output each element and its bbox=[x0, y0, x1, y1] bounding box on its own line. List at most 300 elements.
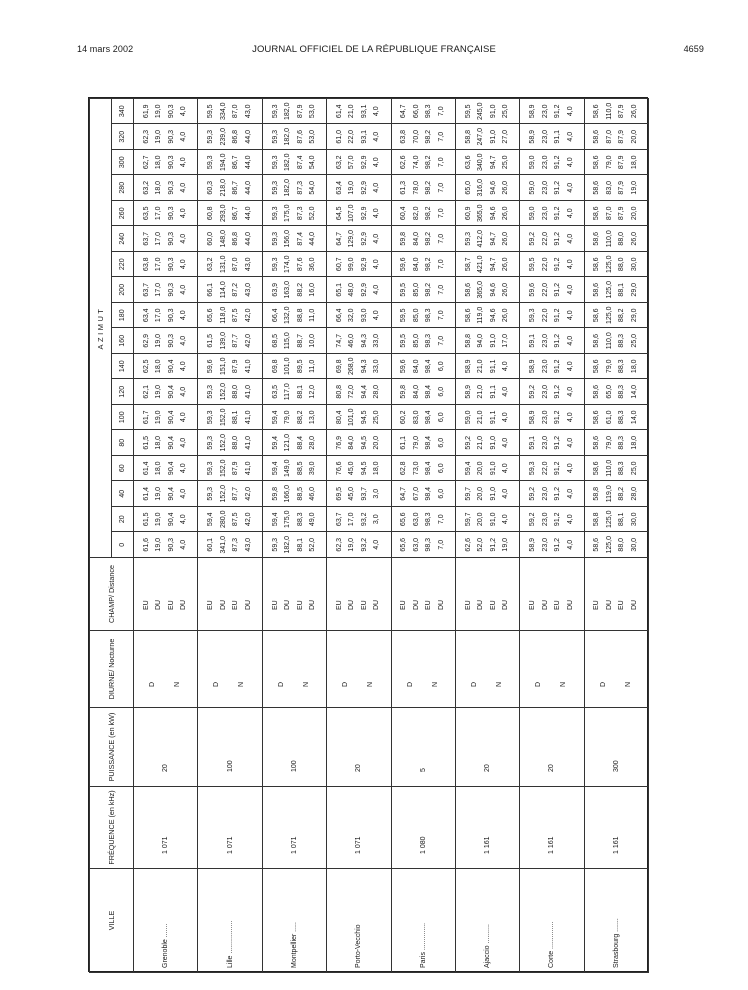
azimut-value: 59,2 bbox=[529, 384, 537, 399]
azimut-value: 88,1 bbox=[618, 512, 626, 527]
cell-champ-distance bbox=[455, 558, 519, 631]
dn-value: D bbox=[470, 681, 478, 687]
cell-ville: Lille ................. bbox=[198, 869, 262, 973]
azimut-value: 22,0 bbox=[541, 257, 549, 272]
azimut-value: 26,0 bbox=[502, 257, 510, 272]
azimut-header-280: 280 bbox=[112, 175, 134, 201]
cell-azimut-180 bbox=[455, 303, 519, 329]
azimut-value: 92,9 bbox=[360, 282, 368, 297]
cell-diurne-nocturne bbox=[391, 631, 455, 708]
azimut-value: 23,0 bbox=[541, 129, 549, 144]
azimut-value: 6,0 bbox=[437, 386, 445, 397]
azimut-value: 92,9 bbox=[360, 206, 368, 221]
champ-value: DU bbox=[309, 599, 317, 610]
champ-value: DU bbox=[284, 599, 292, 610]
azimut-header-240: 240 bbox=[112, 226, 134, 252]
azimut-value: 58,8 bbox=[593, 486, 601, 501]
cell-azimut-220 bbox=[198, 252, 262, 278]
azimut-value: 84,0 bbox=[348, 435, 356, 450]
table-row bbox=[520, 99, 584, 973]
azimut-value: 63,5 bbox=[142, 206, 150, 221]
azimut-value: 341,0 bbox=[219, 535, 227, 554]
dn-value: N bbox=[431, 681, 439, 687]
cell-azimut-200 bbox=[198, 277, 262, 303]
azimut-value: 63,4 bbox=[335, 180, 343, 195]
champ-value: DU bbox=[630, 599, 638, 610]
cell-azimut-260 bbox=[327, 201, 391, 227]
azimut-value: 87,6 bbox=[296, 129, 304, 144]
champ-value: DU bbox=[219, 599, 227, 610]
azimut-value: 59,1 bbox=[529, 435, 537, 450]
azimut-value: 58,6 bbox=[593, 308, 601, 323]
azimut-value: 90,3 bbox=[167, 308, 175, 323]
azimut-value: 86,7 bbox=[232, 155, 240, 170]
azimut-value: 19,0 bbox=[155, 410, 163, 425]
azimut-value: 88,3 bbox=[618, 435, 626, 450]
champ-value: EU bbox=[167, 600, 175, 610]
azimut-value: 30,0 bbox=[630, 512, 638, 527]
dn-value: D bbox=[535, 681, 543, 687]
azimut-value: 62,1 bbox=[142, 384, 150, 399]
azimut-value: 26,0 bbox=[502, 180, 510, 195]
azimut-value: 26,0 bbox=[502, 231, 510, 246]
azimut-value: 30,0 bbox=[630, 537, 638, 552]
azimut-value: 4,0 bbox=[566, 131, 574, 142]
cell-azimut-240 bbox=[391, 226, 455, 252]
azimut-value: 58,6 bbox=[593, 384, 601, 399]
cell-azimut-340 bbox=[520, 99, 584, 125]
champ-value: EU bbox=[360, 600, 368, 610]
azimut-value: 91,2 bbox=[554, 384, 562, 399]
cell-azimut-40 bbox=[134, 481, 198, 507]
azimut-value: 29,0 bbox=[630, 282, 638, 297]
azimut-value: 91,0 bbox=[489, 104, 497, 119]
azimut-value: 19,0 bbox=[348, 537, 356, 552]
azimut-value: 87,9 bbox=[232, 359, 240, 374]
col-header-diurne-nocturne: DIURNE/ Nocturne bbox=[90, 631, 134, 708]
azimut-value: 60,8 bbox=[207, 206, 215, 221]
cell-azimut-260 bbox=[584, 201, 648, 227]
azimut-value: 90,4 bbox=[167, 410, 175, 425]
azimut-value: 91,2 bbox=[554, 537, 562, 552]
azimut-value: 87,4 bbox=[296, 155, 304, 170]
azimut-value: 23,0 bbox=[541, 333, 549, 348]
azimut-value: 79,0 bbox=[605, 435, 613, 450]
azimut-value: 62,7 bbox=[142, 155, 150, 170]
azimut-value: 174,0 bbox=[284, 255, 292, 274]
azimut-value: 61,5 bbox=[207, 333, 215, 348]
azimut-value: 21,0 bbox=[477, 410, 485, 425]
cell-puissance: 20 bbox=[327, 708, 391, 787]
azimut-value: 59,5 bbox=[400, 333, 408, 348]
cell-azimut-280 bbox=[520, 175, 584, 201]
azimut-value: 87,2 bbox=[232, 282, 240, 297]
cell-azimut-180 bbox=[198, 303, 262, 329]
azimut-value: 62,5 bbox=[142, 359, 150, 374]
azimut-value: 4,0 bbox=[373, 233, 381, 244]
azimut-value: 16,0 bbox=[309, 282, 317, 297]
azimut-value: 87,9 bbox=[618, 104, 626, 119]
azimut-value: 42,0 bbox=[244, 333, 252, 348]
azimut-value: 52,0 bbox=[477, 537, 485, 552]
azimut-value: 60,4 bbox=[400, 206, 408, 221]
azimut-value: 74,0 bbox=[412, 155, 420, 170]
azimut-value: 91,2 bbox=[554, 155, 562, 170]
azimut-value: 59,4 bbox=[207, 512, 215, 527]
cell-azimut-20 bbox=[455, 507, 519, 533]
azimut-value: 4,0 bbox=[566, 514, 574, 525]
cell-azimut-120 bbox=[391, 379, 455, 405]
azimut-value: 98,2 bbox=[425, 257, 433, 272]
azimut-value: 90,4 bbox=[167, 461, 175, 476]
cell-azimut-60 bbox=[391, 456, 455, 482]
cell-azimut-0 bbox=[198, 532, 262, 558]
azimut-value: 58,6 bbox=[593, 435, 601, 450]
azimut-value: 88,1 bbox=[296, 537, 304, 552]
cell-azimut-20 bbox=[262, 507, 326, 533]
azimut-value: 63,7 bbox=[142, 282, 150, 297]
azimut-value: 4,0 bbox=[502, 514, 510, 525]
azimut-value: 91,2 bbox=[554, 231, 562, 246]
azimut-value: 25,0 bbox=[630, 333, 638, 348]
azimut-value: 59,6 bbox=[400, 359, 408, 374]
azimut-value: 88,1 bbox=[232, 410, 240, 425]
azimut-value: 94,6 bbox=[489, 282, 497, 297]
cell-champ-distance bbox=[134, 558, 198, 631]
champ-value: EU bbox=[593, 600, 601, 610]
cell-azimut-20 bbox=[391, 507, 455, 533]
cell-ville: Montpellier ..... bbox=[262, 869, 326, 973]
azimut-value: 92,9 bbox=[360, 231, 368, 246]
azimut-value: 69,8 bbox=[271, 359, 279, 374]
cell-azimut-160 bbox=[584, 328, 648, 354]
azimut-value: 7,0 bbox=[437, 284, 445, 295]
cell-diurne-nocturne bbox=[134, 631, 198, 708]
champ-value: DU bbox=[348, 599, 356, 610]
azimut-value: 152,0 bbox=[219, 433, 227, 452]
cell-azimut-320 bbox=[584, 124, 648, 150]
azimut-value: 149,0 bbox=[284, 459, 292, 478]
champ-value: EU bbox=[400, 600, 408, 610]
azimut-value: 23,0 bbox=[541, 180, 549, 195]
azimut-value: 98,3 bbox=[425, 104, 433, 119]
azimut-value: 4,0 bbox=[180, 412, 188, 423]
azimut-header-20: 20 bbox=[112, 507, 134, 533]
azimut-value: 48,0 bbox=[348, 282, 356, 297]
azimut-value: 58,9 bbox=[464, 384, 472, 399]
azimut-value: 152,0 bbox=[219, 484, 227, 503]
cell-diurne-nocturne bbox=[520, 631, 584, 708]
azimut-value: 94,7 bbox=[489, 231, 497, 246]
azimut-value: 91,1 bbox=[489, 410, 497, 425]
cell-frequence: 1 071 bbox=[134, 787, 198, 869]
azimut-value: 17,0 bbox=[502, 333, 510, 348]
header-page-number: 4659 bbox=[683, 44, 704, 54]
cell-azimut-240 bbox=[262, 226, 326, 252]
azimut-value: 59,6 bbox=[207, 359, 215, 374]
azimut-value: 59,3 bbox=[271, 257, 279, 272]
cell-diurne-nocturne bbox=[198, 631, 262, 708]
cell-diurne-nocturne bbox=[327, 631, 391, 708]
cell-azimut-300 bbox=[455, 150, 519, 176]
azimut-value: 4,0 bbox=[566, 539, 574, 550]
azimut-value: 121,0 bbox=[284, 433, 292, 452]
azimut-value: 98,2 bbox=[425, 180, 433, 195]
azimut-value: 58,6 bbox=[593, 104, 601, 119]
cell-azimut-140 bbox=[584, 354, 648, 380]
azimut-value: 72,0 bbox=[348, 384, 356, 399]
cell-azimut-80 bbox=[198, 430, 262, 456]
champ-value: EU bbox=[335, 600, 343, 610]
azimut-value: 58,7 bbox=[464, 257, 472, 272]
azimut-value: 88,0 bbox=[618, 257, 626, 272]
azimut-value: 59,8 bbox=[271, 486, 279, 501]
azimut-value: 83,0 bbox=[605, 180, 613, 195]
azimut-value: 94,6 bbox=[489, 308, 497, 323]
champ-value: DU bbox=[412, 599, 420, 610]
azimut-value: 91,2 bbox=[554, 461, 562, 476]
cell-azimut-100 bbox=[584, 405, 648, 431]
cell-azimut-80 bbox=[134, 430, 198, 456]
azimut-header-120: 120 bbox=[112, 379, 134, 405]
azimut-value: 98,4 bbox=[425, 461, 433, 476]
cell-azimut-300 bbox=[391, 150, 455, 176]
dn-value: D bbox=[406, 681, 414, 687]
azimut-value: 19,0 bbox=[155, 512, 163, 527]
azimut-value: 14,0 bbox=[630, 410, 638, 425]
azimut-value: 239,0 bbox=[219, 127, 227, 146]
azimut-value: 26,0 bbox=[502, 308, 510, 323]
azimut-value: 61,5 bbox=[142, 435, 150, 450]
azimut-value: 152,0 bbox=[219, 459, 227, 478]
cell-azimut-280 bbox=[198, 175, 262, 201]
azimut-value: 91,2 bbox=[554, 104, 562, 119]
azimut-value: 58,6 bbox=[593, 410, 601, 425]
azimut-value: 18,0 bbox=[630, 359, 638, 374]
azimut-value: 63,8 bbox=[400, 129, 408, 144]
azimut-value: 58,6 bbox=[593, 231, 601, 246]
cell-azimut-120 bbox=[455, 379, 519, 405]
azimut-value: 94,3 bbox=[360, 359, 368, 374]
azimut-value: 62,3 bbox=[335, 537, 343, 552]
cell-azimut-220 bbox=[520, 252, 584, 278]
azimut-value: 87,9 bbox=[618, 206, 626, 221]
azimut-value: 19,0 bbox=[155, 104, 163, 119]
azimut-value: 21,0 bbox=[477, 384, 485, 399]
azimut-value: 61,9 bbox=[142, 104, 150, 119]
azimut-value: 84,0 bbox=[412, 384, 420, 399]
cell-frequence: 1 161 bbox=[455, 787, 519, 869]
azimut-value: 194,0 bbox=[219, 153, 227, 172]
cell-azimut-160 bbox=[327, 328, 391, 354]
table-row bbox=[327, 99, 391, 973]
cell-azimut-300 bbox=[327, 150, 391, 176]
azimut-value: 4,0 bbox=[373, 208, 381, 219]
cell-azimut-0 bbox=[327, 532, 391, 558]
azimut-value: 90,3 bbox=[167, 282, 175, 297]
col-header-azimut: AZIMUT bbox=[90, 99, 112, 558]
azimut-value: 94,4 bbox=[360, 384, 368, 399]
azimut-value: 91,0 bbox=[489, 461, 497, 476]
cell-azimut-120 bbox=[134, 379, 198, 405]
azimut-value: 43,0 bbox=[244, 537, 252, 552]
azimut-value: 4,0 bbox=[502, 437, 510, 448]
azimut-value: 90,3 bbox=[167, 537, 175, 552]
cell-azimut-60 bbox=[455, 456, 519, 482]
azimut-value: 94,5 bbox=[360, 410, 368, 425]
azimut-value: 86,8 bbox=[232, 129, 240, 144]
azimut-value: 88,4 bbox=[296, 435, 304, 450]
azimut-value: 19,0 bbox=[630, 180, 638, 195]
cell-azimut-100 bbox=[262, 405, 326, 431]
cell-azimut-120 bbox=[198, 379, 262, 405]
cell-azimut-160 bbox=[262, 328, 326, 354]
azimut-value: 98,4 bbox=[425, 486, 433, 501]
azimut-value: 4,0 bbox=[502, 412, 510, 423]
azimut-value: 59,7 bbox=[464, 486, 472, 501]
champ-value: DU bbox=[244, 599, 252, 610]
azimut-value: 4,0 bbox=[373, 310, 381, 321]
azimut-value: 42,0 bbox=[244, 486, 252, 501]
azimut-value: 22,0 bbox=[541, 308, 549, 323]
cell-frequence: 1 080 bbox=[391, 787, 455, 869]
cell-azimut-180 bbox=[391, 303, 455, 329]
azimut-value: 91,0 bbox=[489, 333, 497, 348]
azimut-value: 4,0 bbox=[180, 284, 188, 295]
azimut-value: 74,7 bbox=[335, 333, 343, 348]
azimut-value: 6,0 bbox=[437, 437, 445, 448]
azimut-value: 87,0 bbox=[605, 129, 613, 144]
azimut-value: 23,0 bbox=[541, 537, 549, 552]
azimut-value: 4,0 bbox=[373, 284, 381, 295]
azimut-value: 4,0 bbox=[180, 437, 188, 448]
azimut-value: 63,7 bbox=[142, 231, 150, 246]
cell-azimut-60 bbox=[327, 456, 391, 482]
cell-azimut-260 bbox=[262, 201, 326, 227]
azimut-value: 59,4 bbox=[271, 410, 279, 425]
azimut-value: 88,5 bbox=[296, 461, 304, 476]
azimut-value: 98,3 bbox=[425, 537, 433, 552]
champ-value: EU bbox=[271, 600, 279, 610]
azimut-value: 3,0 bbox=[373, 488, 381, 499]
azimut-value: 60,2 bbox=[400, 410, 408, 425]
azimut-value: 94,7 bbox=[489, 257, 497, 272]
azimut-value: 4,0 bbox=[566, 361, 574, 372]
cell-azimut-180 bbox=[327, 303, 391, 329]
azimut-value: 59,5 bbox=[464, 104, 472, 119]
azimut-value: 4,0 bbox=[373, 259, 381, 270]
azimut-value: 53,0 bbox=[309, 104, 317, 119]
azimut-value: 91,2 bbox=[554, 512, 562, 527]
azimut-value: 41,0 bbox=[244, 461, 252, 476]
azimut-value: 88,2 bbox=[296, 410, 304, 425]
cell-azimut-240 bbox=[327, 226, 391, 252]
azimut-value: 90,4 bbox=[167, 435, 175, 450]
azimut-header-260: 260 bbox=[112, 201, 134, 227]
azimut-value: 29,0 bbox=[630, 308, 638, 323]
champ-value: DU bbox=[180, 599, 188, 610]
azimut-value: 19,0 bbox=[348, 180, 356, 195]
cell-azimut-20 bbox=[520, 507, 584, 533]
azimut-value: 92,9 bbox=[360, 180, 368, 195]
azimut-value: 4,0 bbox=[566, 233, 574, 244]
azimut-value: 4,0 bbox=[566, 284, 574, 295]
col-header-ville: VILLE bbox=[90, 869, 134, 973]
azimut-value: 280,0 bbox=[219, 510, 227, 529]
azimut-value: 293,0 bbox=[219, 204, 227, 223]
champ-value: EU bbox=[464, 600, 472, 610]
cell-azimut-340 bbox=[327, 99, 391, 125]
azimut-value: 119,0 bbox=[605, 485, 613, 503]
azimut-value: 58,6 bbox=[593, 333, 601, 348]
cell-azimut-280 bbox=[391, 175, 455, 201]
azimut-value: 98,2 bbox=[425, 282, 433, 297]
cell-azimut-0 bbox=[262, 532, 326, 558]
azimut-value: 67,0 bbox=[412, 486, 420, 501]
azimut-value: 4,0 bbox=[502, 386, 510, 397]
azimut-value: 22,0 bbox=[348, 129, 356, 144]
azimut-value: 63,7 bbox=[335, 512, 343, 527]
azimut-value: 23,0 bbox=[541, 104, 549, 119]
azimut-value: 7,0 bbox=[437, 157, 445, 168]
azimut-value: 60,3 bbox=[207, 180, 215, 195]
azimut-value: 84,0 bbox=[412, 359, 420, 374]
table-row bbox=[391, 99, 455, 973]
champ-value: DU bbox=[605, 599, 613, 610]
azimut-value: 175,0 bbox=[284, 204, 292, 223]
azimut-value: 60,0 bbox=[207, 231, 215, 246]
azimut-value: 412,0 bbox=[477, 229, 485, 248]
azimut-value: 4,0 bbox=[180, 488, 188, 499]
azimut-value: 182,0 bbox=[284, 153, 292, 172]
cell-azimut-300 bbox=[198, 150, 262, 176]
cell-frequence: 1 071 bbox=[262, 787, 326, 869]
cell-azimut-220 bbox=[584, 252, 648, 278]
cell-azimut-140 bbox=[455, 354, 519, 380]
azimut-value: 58,6 bbox=[464, 282, 472, 297]
azimut-value: 20,0 bbox=[477, 486, 485, 501]
azimut-value: 245,0 bbox=[477, 102, 485, 121]
cell-azimut-140 bbox=[198, 354, 262, 380]
dn-value: N bbox=[238, 681, 246, 687]
cell-champ-distance bbox=[198, 558, 262, 631]
azimut-value: 79,0 bbox=[605, 359, 613, 374]
cell-azimut-280 bbox=[455, 175, 519, 201]
azimut-value: 59,3 bbox=[207, 384, 215, 399]
azimut-field-table bbox=[89, 98, 649, 973]
cell-azimut-220 bbox=[134, 252, 198, 278]
azimut-value: 17,0 bbox=[155, 257, 163, 272]
cell-azimut-340 bbox=[391, 99, 455, 125]
cell-ville: Corte .............. bbox=[520, 869, 584, 973]
azimut-value: 68,5 bbox=[271, 333, 279, 348]
azimut-value: 139,0 bbox=[219, 331, 227, 350]
azimut-value: 44,0 bbox=[244, 155, 252, 170]
azimut-value: 59,2 bbox=[529, 231, 537, 246]
azimut-value: 45,0 bbox=[348, 486, 356, 501]
azimut-value: 23,0 bbox=[541, 410, 549, 425]
azimut-value: 4,0 bbox=[373, 182, 381, 193]
azimut-value: 90,3 bbox=[167, 129, 175, 144]
cell-azimut-60 bbox=[198, 456, 262, 482]
azimut-value: 107,0 bbox=[348, 204, 356, 223]
cell-azimut-340 bbox=[455, 99, 519, 125]
azimut-value: 4,0 bbox=[180, 208, 188, 219]
cell-azimut-240 bbox=[584, 226, 648, 252]
azimut-value: 64,7 bbox=[400, 486, 408, 501]
azimut-value: 33,0 bbox=[373, 333, 381, 348]
azimut-value: 20,0 bbox=[477, 512, 485, 527]
